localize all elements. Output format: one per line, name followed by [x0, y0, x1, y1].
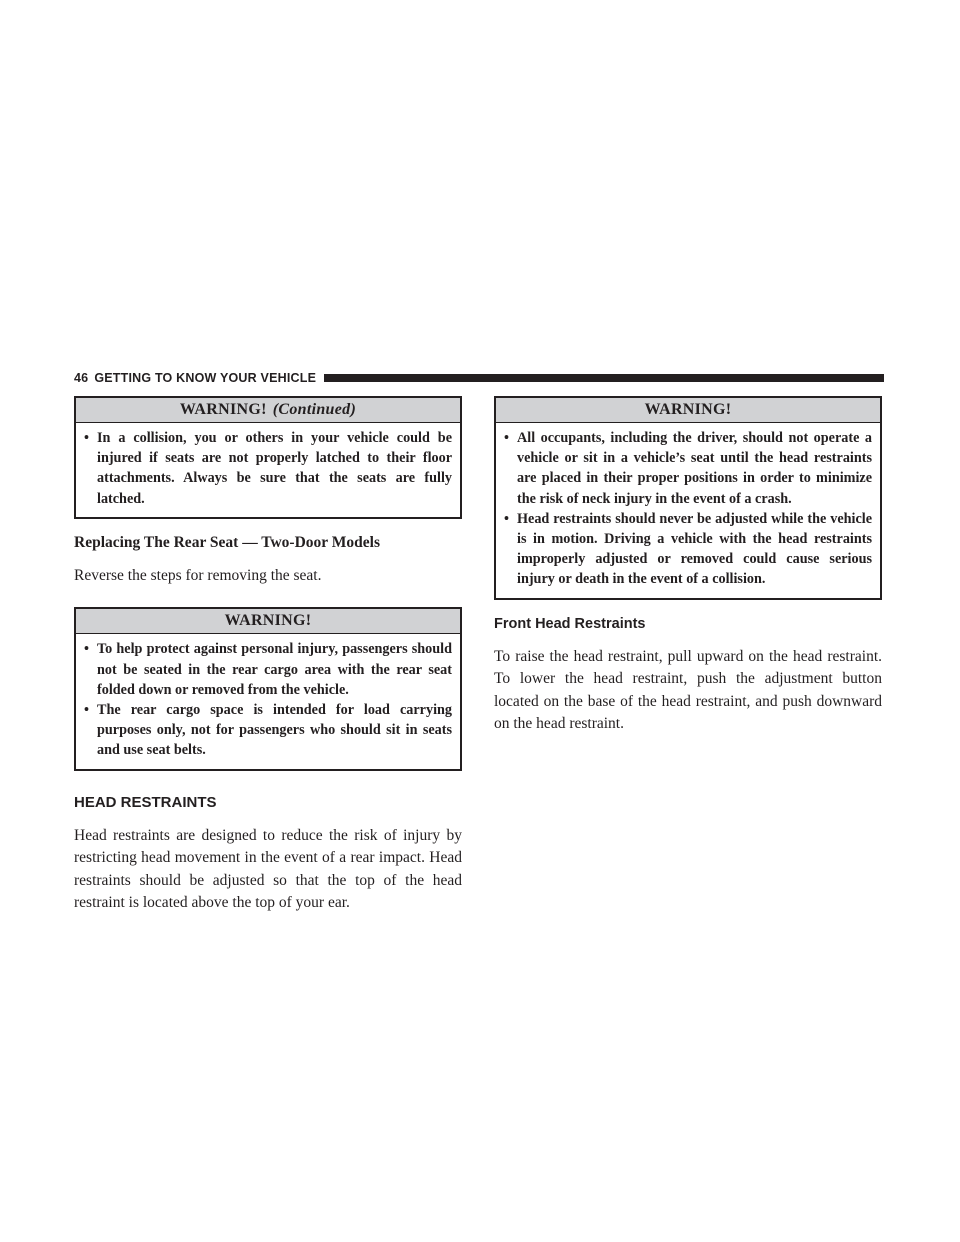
- page-number: 46: [74, 371, 89, 385]
- header-rule: [324, 374, 884, 382]
- warning-title: [496, 398, 880, 423]
- warning-title-text: WARNING!: [644, 401, 732, 418]
- left-column: [74, 396, 462, 915]
- bullet-icon: •: [504, 430, 509, 446]
- warning-title: [76, 609, 460, 634]
- front-head-restraints-heading: Front Head Restraints: [494, 615, 646, 632]
- warning-body: [76, 634, 460, 768]
- bullet-icon: •: [84, 641, 89, 658]
- warning-continued-label: (Continued): [272, 401, 357, 418]
- warning-title-text: WARNING!: [224, 612, 312, 630]
- bullet-icon: •: [84, 701, 89, 718]
- warning-item-text: The rear cargo space is intended for load carrying purposes only, not for passengers who should sit in seats and use seat belts.: [97, 701, 452, 759]
- warning-item-text: To help protect against personal injury, passengers should not be seated in the rear cargo area with the rear seat folded down or removed from the vehicle.: [97, 641, 452, 698]
- section-title: GETTING TO KNOW YOUR VEHICLE: [94, 371, 317, 385]
- warning-title-text: WARNING!: [179, 401, 267, 418]
- warning-item: [84, 428, 452, 509]
- warning-item: [504, 428, 872, 509]
- bullet-icon: •: [84, 430, 89, 446]
- warning-box-continued: [74, 396, 462, 519]
- warning-item: [504, 509, 872, 590]
- right-column: [494, 396, 882, 736]
- warning-item-text: All occupants, including the driver, should not operate a vehicle or sit in a vehicle’s seat until the head restraints are placed in their proper positions in order to minimize the risk of neck injury in the event of a crash.: [517, 430, 872, 507]
- head-restraints-heading: HEAD RESTRAINTS: [74, 793, 217, 811]
- replacing-rear-seat-heading: Replacing The Rear Seat — Two-Door Models: [74, 533, 380, 551]
- warning-body: [496, 423, 880, 598]
- warning-title: [76, 398, 460, 423]
- running-header: [74, 371, 884, 385]
- bullet-icon: •: [504, 510, 509, 527]
- warning-item: [84, 700, 452, 761]
- head-restraints-text: Head restraints are designed to reduce the risk of injury by restricting head movement in the event of a rear impact. Head restraints should be adjusted so that the top of the head restraint is located above the top of your ear.: [74, 826, 462, 912]
- warning-item-text: In a collision, you or others in your vehicle could be injured if seats are not properly latched to their floor attachments. Always be sure that the seats are fully latched.: [97, 430, 452, 507]
- warning-item: [84, 639, 452, 700]
- front-head-restraints-text: To raise the head restraint, pull upward on the head restraint. To lower the head restraint, push the adjustment button located on the base of the head restraint, and push downward on the head restraint.: [494, 647, 882, 733]
- replacing-rear-seat-text: Reverse the steps for removing the seat.: [74, 566, 322, 584]
- warning-body: [76, 423, 460, 517]
- warning-box-rear-cargo: [74, 607, 462, 770]
- warning-item-text: Head restraints should never be adjusted while the vehicle is in motion. Driving a vehicle with the head restraints improperly adjusted or removed could cause serious injury or death in the event of a collision.: [517, 510, 872, 588]
- warning-box-occupants: [494, 396, 882, 600]
